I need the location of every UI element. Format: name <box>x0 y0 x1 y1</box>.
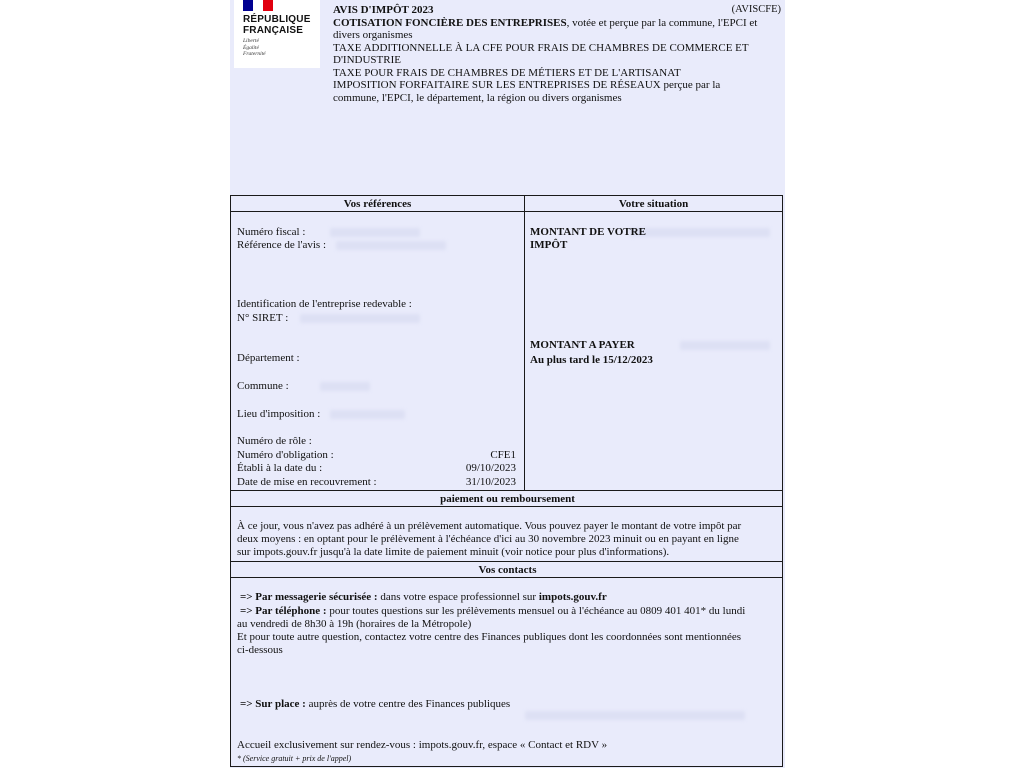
numero-fiscal-label: Numéro fiscal : <box>237 226 306 238</box>
recouvrement-label: Date de mise en recouvrement : <box>237 476 377 488</box>
notice-title: AVIS D'IMPÔT 2023 <box>333 4 434 16</box>
references-title: Vos références <box>343 198 412 210</box>
lieu-imposition-label: Lieu d'imposition : <box>237 408 321 420</box>
sur-place-label: => Sur place : <box>240 698 306 710</box>
numero-role-label: Numéro de rôle : <box>237 435 312 447</box>
paiement-title-divider <box>230 506 783 507</box>
contact-messagerie <box>240 591 607 604</box>
logo-line-2: FRANÇAISE <box>243 25 304 36</box>
header-line-taxe-cci: TAXE ADDITIONNELLE À LA CFE POUR FRAIS DE CHAMBRES DE COMMERCE ET <box>333 41 749 54</box>
notice-code: (AVISCFE) <box>731 4 781 15</box>
motto-fraternite: Fraternité <box>243 51 266 57</box>
redacted-lieu <box>330 410 405 419</box>
telephone-hours: au vendredi de 8h30 à 19h (horaires de la Métropole) <box>237 618 472 630</box>
republique-francaise-logo <box>234 0 320 68</box>
montant-payer-label: MONTANT A PAYER <box>530 339 635 351</box>
header-line-industrie: D'INDUSTRIE <box>333 54 401 66</box>
telephone-text: pour toutes questions sur les prélèvements mensuel ou à l'échéance au 0809 401 401* du lundi <box>326 605 746 617</box>
header-line-taxe-cma: TAXE POUR FRAIS DE CHAMBRES DE MÉTIERS ET DE L'ARTISANAT <box>333 66 681 79</box>
messagerie-text: dans votre espace professionnel sur <box>377 591 539 603</box>
logo-line-1: RÉPUBLIQUE <box>243 14 311 25</box>
contacts-divider-top <box>230 561 783 562</box>
paiement-divider-top <box>230 490 783 491</box>
telephone-label: => Par téléphone : <box>240 605 327 617</box>
ifer-detail: perçue par la <box>660 79 721 91</box>
paiement-title: paiement ou remboursement <box>440 493 575 505</box>
etabli-value: 09/10/2023 <box>465 462 516 474</box>
french-flag-icon <box>243 0 273 11</box>
motto-liberte: Liberté <box>243 38 259 44</box>
contacts-title-divider <box>230 577 783 578</box>
redacted-adresse <box>525 711 745 720</box>
header-line-organismes: divers organismes <box>333 29 413 41</box>
redacted-montant-impot <box>630 228 770 237</box>
motto-egalite: Égalité <box>243 44 259 51</box>
departement-label: Département : <box>237 352 300 364</box>
redacted-reference-avis <box>336 241 446 250</box>
paiement-line-3: sur impots.gouv.fr jusqu'à la date limite de paiement minuit (voir notice pour plus d'informations). <box>237 546 670 558</box>
etabli-label: Établi à la date du : <box>237 462 323 474</box>
contacts-title: Vos contacts <box>478 564 537 576</box>
redacted-numero-fiscal <box>330 228 420 237</box>
commune-label: Commune : <box>237 380 289 392</box>
payment-deadline: Au plus tard le 15/12/2023 <box>530 354 653 366</box>
numero-obligation-label: Numéro d'obligation : <box>237 449 334 461</box>
ifer-title: IMPOSITION FORFAITAIRE SUR LES ENTREPRISES DE RÉSEAUX <box>333 79 661 91</box>
identification-label: Identification de l'entreprise redevable : <box>237 298 412 310</box>
header-line-beneficiaires: commune, l'EPCI, le département, la région ou divers organismes <box>333 91 622 104</box>
cfe-detail: , votée et perçue par la commune, l'EPCI et <box>566 16 758 29</box>
logo-title <box>243 14 311 36</box>
reference-avis-label: Référence de l'avis : <box>237 239 327 251</box>
recouvrement-value: 31/10/2023 <box>465 476 516 488</box>
notice-header <box>333 4 781 104</box>
impots-gouv-link[interactable]: impots.gouv.fr <box>538 591 607 603</box>
numero-obligation-value: CFE1 <box>490 449 516 461</box>
montant-impot-label-2: IMPÔT <box>530 239 568 251</box>
header-row-divider <box>230 211 783 212</box>
sur-place-text: auprès de votre centre des Finances publiques <box>305 698 511 710</box>
autre-question-line-2: ci-dessous <box>237 644 283 656</box>
redacted-commune <box>320 382 370 391</box>
logo-motto <box>243 38 266 58</box>
messagerie-label: => Par messagerie sécurisée : <box>240 591 378 603</box>
contact-telephone <box>240 605 745 618</box>
column-divider <box>524 195 525 491</box>
siret-label: N° SIRET : <box>237 312 289 324</box>
paiement-line-1: À ce jour, vous n'avez pas adhéré à un prélèvement automatique. Vous pouvez payer le montant de votre impôt par <box>237 520 742 532</box>
situation-title: Votre situation <box>618 198 689 210</box>
cfe-title: COTISATION FONCIÈRE DES ENTREPRISES <box>333 16 567 29</box>
header-line-cfe <box>333 17 781 30</box>
paiement-line-2: deux moyens : en optant pour le prélèvement à l'échéance d'ici au 30 novembre 2023 minuit ou en payant en ligne <box>237 533 739 545</box>
montant-impot-label-1: MONTANT DE VOTRE <box>530 226 646 238</box>
redacted-siret <box>300 314 420 323</box>
footnote: * (Service gratuit + prix de l'appel) <box>237 754 352 763</box>
autre-question-line-1: Et pour toute autre question, contactez votre centre des Finances publiques dont les coordonnées sont mentionnées <box>237 631 742 643</box>
accueil-rdv: Accueil exclusivement sur rendez-vous : impots.gouv.fr, espace « Contact et RDV » <box>237 739 608 751</box>
header-line-ifer <box>333 79 781 92</box>
contact-sur-place <box>240 698 510 711</box>
redacted-montant-payer <box>680 341 770 350</box>
